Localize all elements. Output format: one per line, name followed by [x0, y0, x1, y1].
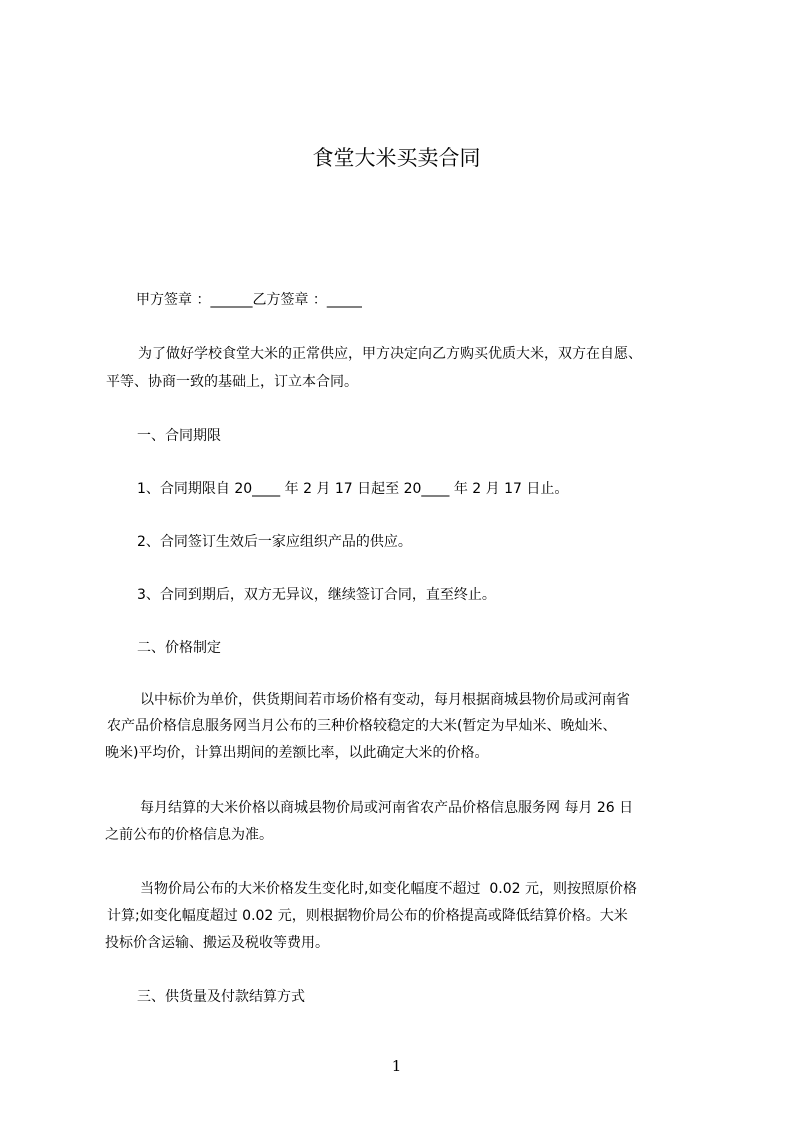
- term-item-2: 2、合同签订生效后一家应组织产品的供应。: [137, 534, 412, 550]
- price-para-2-line-1: 每月结算的大米价格以商城县物价局或河南省农产品价格信息服务网 每月 26 日: [140, 800, 634, 816]
- term-item-3: 3、合同到期后，双方无异议，继续签订合同，直至终止。: [137, 587, 496, 603]
- section-heading-term: 一、合同期限: [137, 428, 221, 444]
- price-para-1-line-2: 农产品价格信息服务网当月公布的三种价格较稳定的大米(暂定为早灿米、晚灿米、: [107, 718, 617, 734]
- page-number: 1: [391, 1057, 402, 1075]
- price-para-1-line-1: 以中标价为单价，供货期间若市场价格有变动，每月根据商城县物价局或河南省: [140, 692, 630, 708]
- intro-line-1: 为了做好学校食堂大米的正常供应，甲方决定向乙方购买优质大米，双方在自愿、: [138, 346, 642, 362]
- intro-line-2: 平等、协商一致的基础上，订立本合同。: [106, 374, 358, 390]
- section-heading-price: 二、价格制定: [137, 640, 221, 656]
- price-para-3-line-3: 投标价含运输、搬运及税收等费用。: [105, 935, 329, 951]
- price-para-3-line-1: 当物价局公布的大米价格发生变化时,如变化幅度不超过 0.02 元，则按照原价格: [140, 881, 637, 897]
- signature-line: 甲方签章 ：______乙方签章 ：_____: [136, 292, 362, 308]
- term-item-1: 1、合同期限自 20____ 年 2 月 17 日起至 20____ 年 2 月 17 日止。: [137, 481, 569, 497]
- price-para-2-line-2: 之前公布的价格信息为准。: [105, 827, 273, 843]
- document-title: 食堂大米买卖合同: [312, 146, 481, 170]
- price-para-3-line-2: 计算;如变化幅度超过 0.02 元，则根据物价局公布的价格提高或降低结算价格。大米: [107, 908, 628, 924]
- price-para-1-line-3: 晚米)平均价，计算出期间的差额比率，以此确定大米的价格。: [105, 745, 489, 761]
- section-heading-supply: 三、供货量及付款结算方式: [137, 989, 305, 1005]
